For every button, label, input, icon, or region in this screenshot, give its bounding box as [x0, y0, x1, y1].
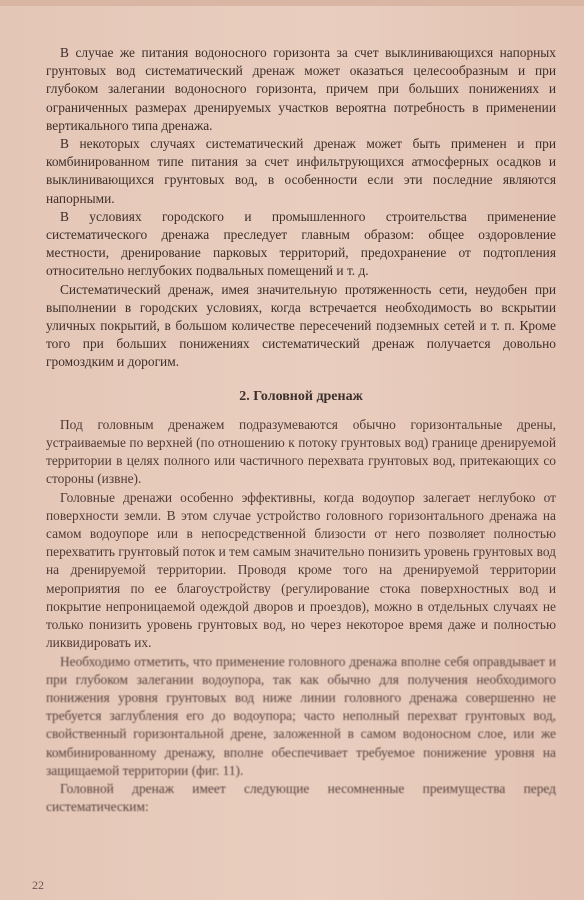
section-heading: 2. Головной дренаж	[239, 388, 363, 404]
page-text	[46, 44, 556, 816]
paragraph: Систематический дренаж, имея значительную протяженность сети, неудобен при выполнении в городских условиях, когда встречается необходимость во вскрытии уличных покрытий, в большом количестве пересечений подземных сетей и т. п. Кроме того при больших понижениях систематический дренаж получается довольно громоздким и дорогим.	[46, 281, 556, 370]
page-number: 22	[32, 878, 44, 892]
paragraph: Необходимо отметить, что применение головного дренажа вполне себя оправдывает и при глубоком залегании водоупора, так как обычно для получения необходимого понижения уровня грунтовых вод ниже линии головного дренажа совершенно не требуется заглубления его до водоупора; часто неполный перехват грунтовых вод, свойственный горизонтальной дрене, заложенной в самом водоносном слое, или же комбинированному дренажу, вполне обеспечивает требуемое понижение уровня на защищаемой территории (фиг. 11).	[46, 653, 556, 778]
paragraph: В некоторых случаях систематический дренаж может быть применен и при комбинированном типе питания за счет инфильтрующихся атмосферных осадков и выклинивающихся грунтовых вод, в особенности если эти последние являются напорными.	[46, 136, 556, 206]
paragraph: Головные дренажи особенно эффективны, когда водоупор залегает неглубоко от поверхности земли. В этом случае устройство головного горизонтального дренажа на самом водоупоре или в непосредственной близости от него позволяет полностью перехватить грунтовый поток и тем самым значительно понизить уровень грунтовых вод на дренируемой территории. Проводя кроме того на дренируемой территории мероприятия по ее благоустройству (регулирование стока поверхностных вод и покрытие непроницаемой одеждой дворов и проездов), можно в отдельных случаях не только понизить уровень грунтовых вод, но через некоторое время даже и полностью ликвидировать их.	[46, 489, 556, 651]
paragraph: В случае же питания водоносного горизонта за счет выклинивающихся напорных грунтовых вод систематический дренаж может оказаться целесообразным и при глубоком залегании водоносного горизонта, причем при больших понижениях и ограниченных размерах дренируемых участков вероятна потребность в применении вертикального типа дренажа.	[46, 45, 556, 133]
paragraph: Головной дренаж имеет следующие несомненные преимущества перед систематическим:	[46, 780, 556, 815]
paragraph: В условиях городского и промышленного строительства применение систематического дренажа преследует главным образом: общее оздоровление местности, дренирование парковых территорий, предохранение от подтопления относительно неглубоких подвальных помещений и т. д.	[46, 208, 556, 279]
paragraph: Под головным дренажем подразумеваются обычно горизонтальные дрены, устраиваемые по верхней (по отношению к потоку грунтовых вод) границе дренируемой территории в целях полного или частичного перехвата грунтовых вод, притекающих со стороны (извне).	[46, 416, 556, 487]
page-top-edge	[0, 0, 584, 6]
